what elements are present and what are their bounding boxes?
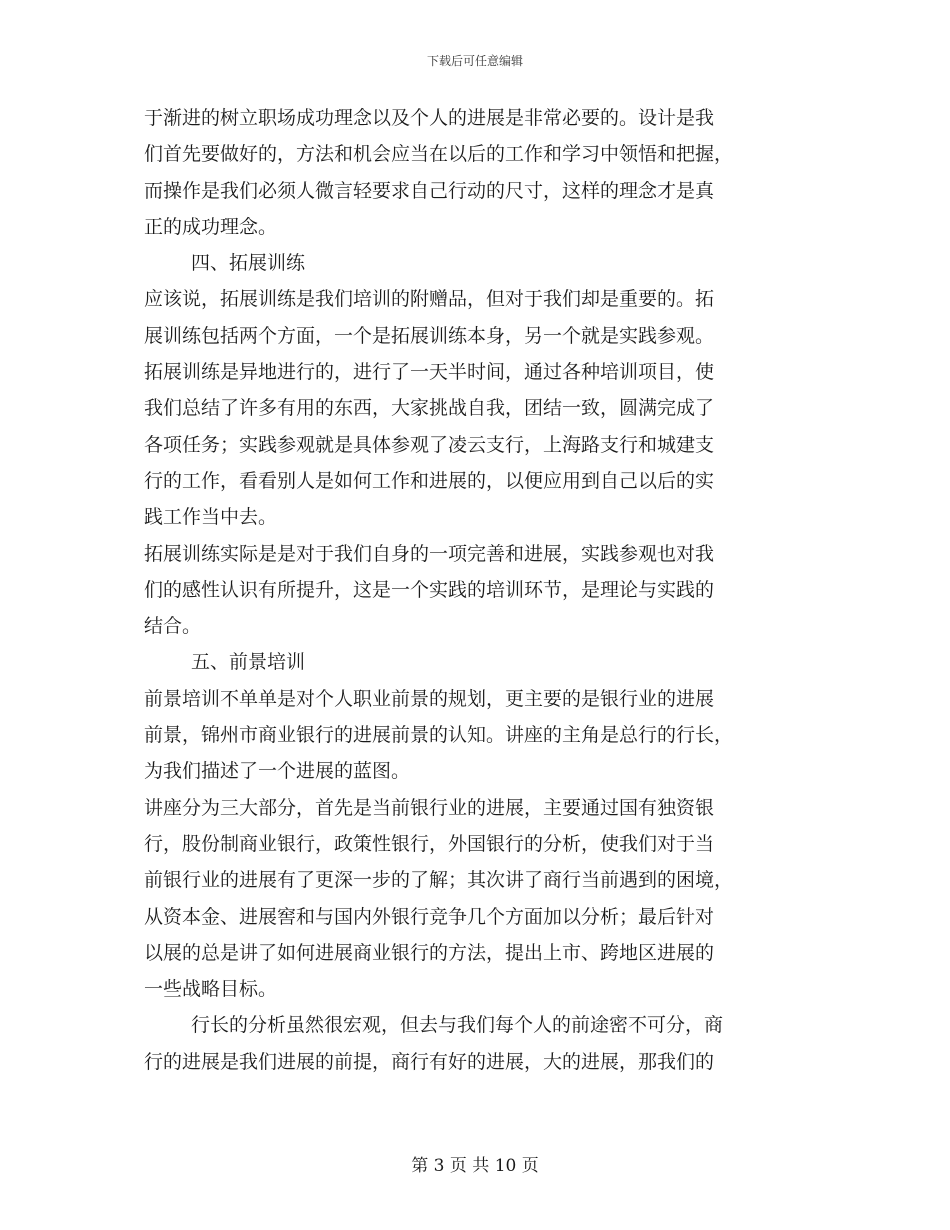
- indented-text-line: 行长的分析虽然很宏观，但去与我们每个人的前途密不可分，商: [191, 1014, 724, 1037]
- indented-text-line: 四、拓展训练: [191, 252, 306, 275]
- text-line: 为我们描述了一个进展的蓝图。: [144, 760, 411, 783]
- text-line: 行，股份制商业银行，政策性银行，外国银行的分析，使我们对于当: [144, 832, 715, 855]
- page-header: 下载后可任意编辑: [426, 54, 523, 68]
- text-line: 各项任务；实践参观就是具体参观了凌云支行，上海路支行和城建支: [144, 433, 715, 456]
- text-line: 们首先要做好的，方法和机会应当在以后的工作和学习中领悟和把握，: [144, 143, 734, 166]
- text-line: 正的成功理念。: [144, 215, 278, 238]
- text-line: 前景培训不单单是对个人职业前景的规划，更主要的是银行业的进展: [144, 687, 715, 710]
- text-line: 前银行业的进展有了更深一步的了解；其次讲了商行当前遇到的困境，: [144, 869, 734, 892]
- text-line: 践工作当中去。: [144, 506, 278, 529]
- text-line: 结合。: [144, 615, 202, 638]
- text-line: 前景，锦州市商业银行的进展前景的认知。讲座的主角是总行的行长，: [144, 724, 734, 747]
- text-line: 展训练包括两个方面，一个是拓展训练本身，另一个就是实践参观。: [144, 324, 715, 347]
- text-line: 拓展训练是异地进行的，进行了一天半时间，通过各种培训项目，使: [144, 361, 715, 384]
- text-line: 从资本金、进展窖和与国内外银行竞争几个方面加以分析；最后针对: [144, 905, 715, 928]
- text-line: 行的进展是我们进展的前提，商行有好的进展，大的进展，那我们的: [144, 1050, 715, 1073]
- text-line: 一些战略目标。: [144, 978, 278, 1001]
- text-line: 们的感性认识有所提升，这是一个实践的培训环节，是理论与实践的: [144, 578, 715, 601]
- text-line: 应该说，拓展训练是我们培训的附赠品，但对于我们却是重要的。拓: [144, 288, 715, 311]
- text-line: 行的工作，看看别人是如何工作和进展的，以便应用到自己以后的实: [144, 469, 715, 492]
- text-line: 而操作是我们必须人微言轻要求自己行动的尺寸，这样的理念才是真: [144, 179, 715, 202]
- text-line: 拓展训练实际是是对于我们自身的一项完善和进展，实践参观也对我: [144, 542, 715, 565]
- document-body: [144, 100, 806, 1080]
- text-line: 于渐进的树立职场成功理念以及个人的进展是非常必要的。设计是我: [144, 107, 715, 129]
- page-number-footer: 第 3 页 共 10 页: [411, 1156, 539, 1176]
- text-line: 以展的总是讲了如何进展商业银行的方法，提出上市、跨地区进展的: [144, 941, 715, 964]
- text-line: 我们总结了许多有用的东西，大家挑战自我，团结一致，圆满完成了: [144, 397, 715, 420]
- indented-text-line: 五、前景培训: [191, 651, 306, 674]
- text-line: 讲座分为三大部分，首先是当前银行业的进展，主要通过国有独资银: [144, 796, 715, 819]
